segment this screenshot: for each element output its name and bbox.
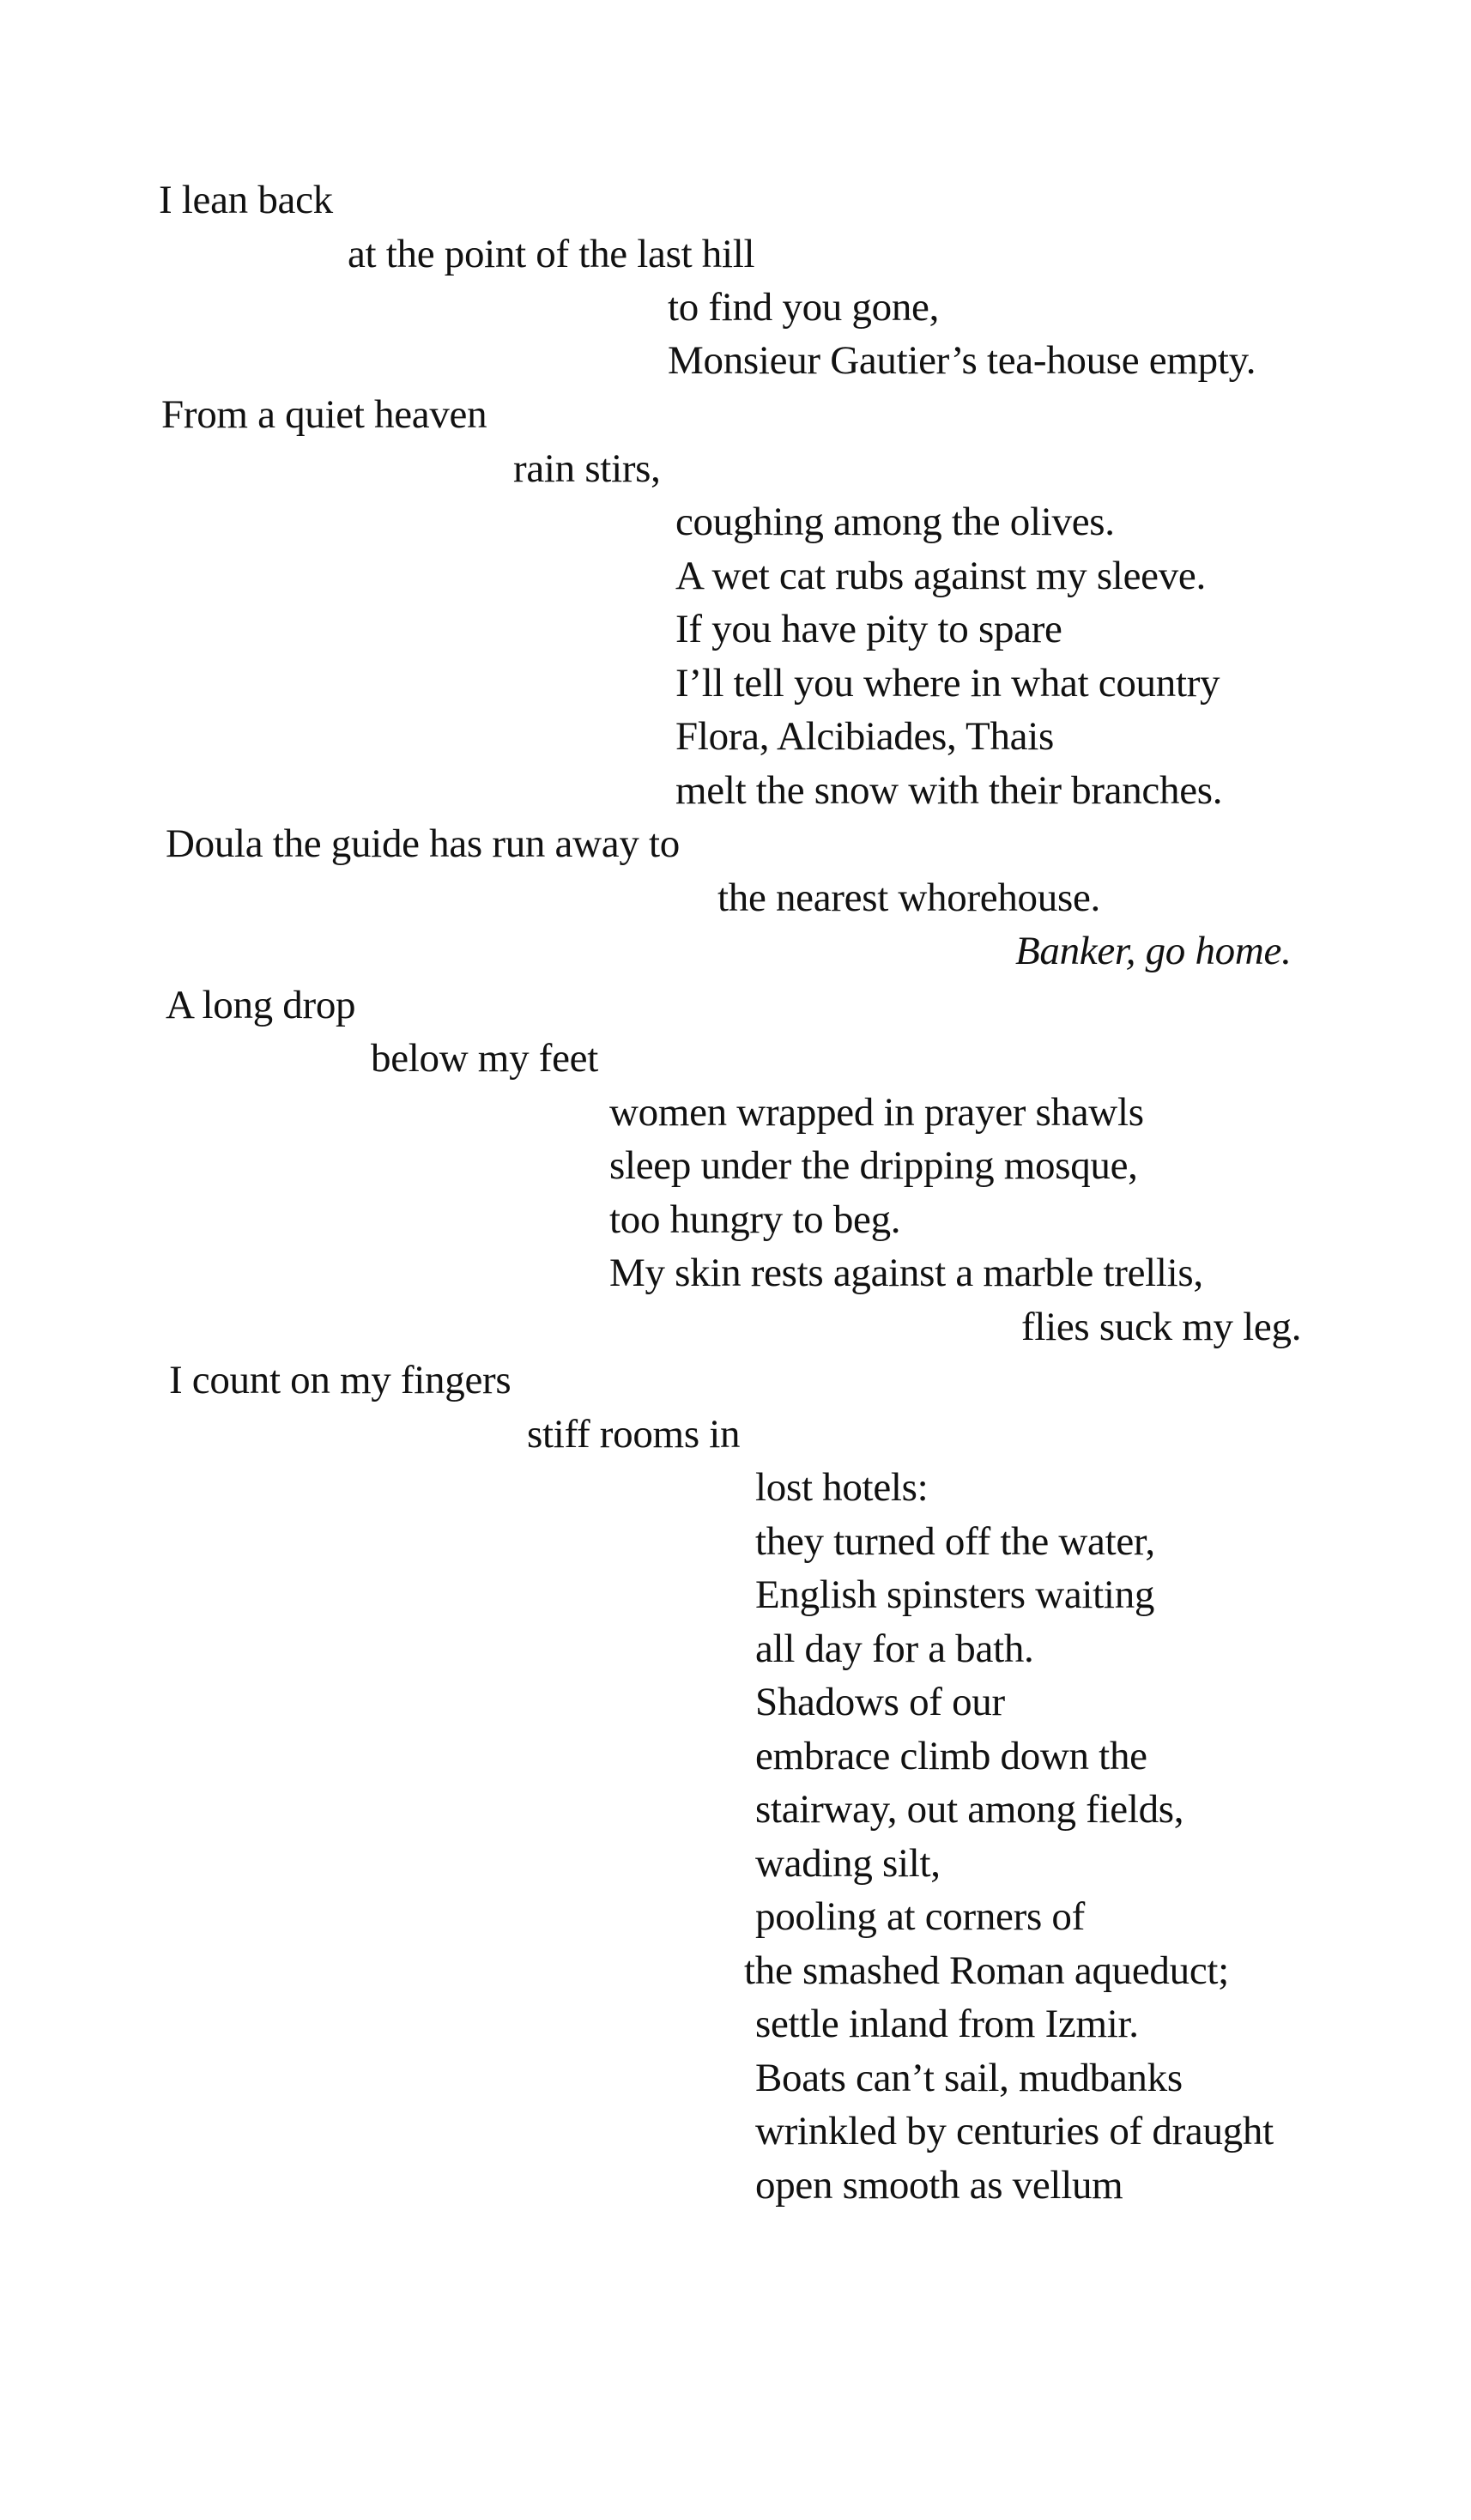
poem-line: English spinsters waiting <box>755 1572 1155 1617</box>
poem-line: they turned off the water, <box>755 1519 1155 1564</box>
poem-line: the nearest whorehouse. <box>717 875 1100 920</box>
poem-line: pooling at corners of <box>755 1894 1085 1939</box>
poem-line: flies suck my leg. <box>1021 1305 1302 1349</box>
poem-line: too hungry to beg. <box>609 1197 901 1242</box>
poem-line: sleep under the dripping mosque, <box>609 1143 1138 1188</box>
poem-line: at the point of the last hill <box>348 232 755 276</box>
poem-line: Flora, Alcibiades, Thais <box>675 714 1054 759</box>
poem-line: I’ll tell you where in what country <box>675 661 1220 706</box>
poem-line: stiff rooms in <box>527 1412 741 1457</box>
poem-line: all day for a bath. <box>755 1626 1034 1671</box>
poem-line: coughing among the olives. <box>675 500 1115 544</box>
poem-line: women wrapped in prayer shawls <box>609 1090 1144 1135</box>
poem-line-italic: Banker, go home. <box>1015 929 1292 973</box>
poem-line: stairway, out among fields, <box>755 1787 1184 1832</box>
poem-line: Boats can’t sail, mudbanks <box>755 2056 1183 2100</box>
poem-line: wrinkled by centuries of draught <box>755 2109 1274 2154</box>
poem-line: below my feet <box>371 1036 598 1081</box>
poem-line: My skin rests against a marble trellis, <box>609 1251 1203 1295</box>
poem-line: rain stirs, <box>513 446 661 491</box>
poem-line: lost hotels: <box>755 1465 929 1510</box>
poem-line: melt the snow with their branches. <box>675 768 1223 813</box>
poem-line: Shadows of our <box>755 1680 1005 1724</box>
poem-line: the smashed Roman aqueduct; <box>744 1948 1229 1993</box>
poem-line: embrace climb down the <box>755 1734 1147 1778</box>
poem-line: A long drop <box>166 983 356 1027</box>
poem-line: From a quiet heaven <box>161 392 487 437</box>
poem-line: A wet cat rubs against my sleeve. <box>675 554 1206 598</box>
poem-line: Monsieur Gautier’s tea-house empty. <box>668 338 1256 383</box>
poem-line: wading silt, <box>755 1841 941 1886</box>
poem-line: settle inland from Izmir. <box>755 2002 1139 2046</box>
poem-line: I count on my fingers <box>169 1358 512 1402</box>
poem-line: I lean back <box>159 178 333 222</box>
poem-line: Doula the guide has run away to <box>166 821 680 866</box>
poem-line: to find you gone, <box>668 285 940 330</box>
poem-line: If you have pity to spare <box>675 607 1062 651</box>
poem-line: open smooth as vellum <box>755 2163 1123 2208</box>
